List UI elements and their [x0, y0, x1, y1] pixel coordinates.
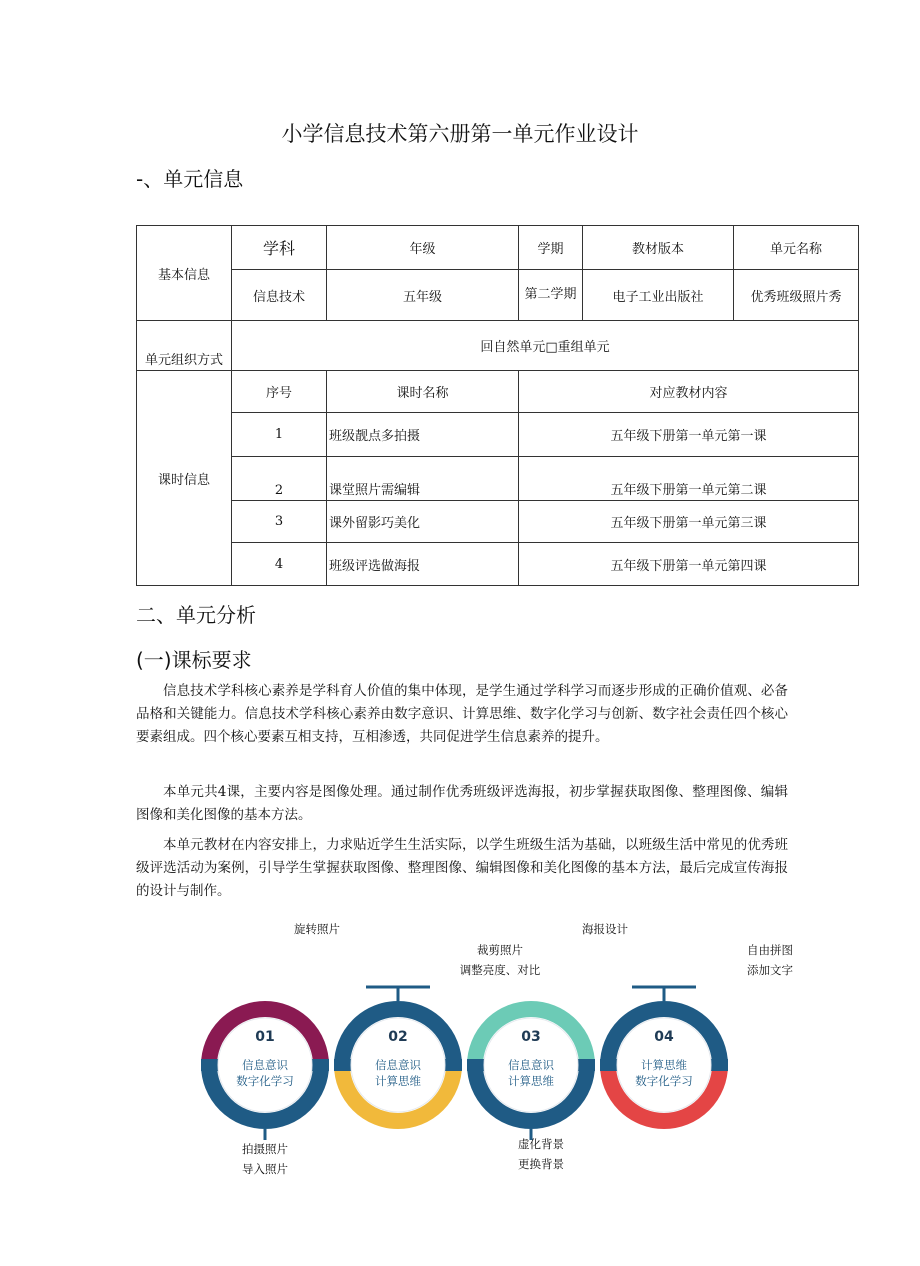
- paragraph-2: 本单元共4课，主要内容是图像处理。通过制作优秀班级评选海报，初步掌握获取图像、整理图像、编辑图像和美化图像的基本方法。: [136, 784, 788, 823]
- page-title: 小学信息技术第六册第一单元作业设计: [281, 122, 639, 146]
- value-term: 第二学期: [519, 270, 583, 321]
- label-crop: 裁剪照片: [477, 943, 523, 957]
- ring-line2: 数字化学习: [635, 1074, 693, 1088]
- value-subject: 信息技术: [232, 270, 327, 321]
- header-subject: 学科: [232, 226, 327, 270]
- label-blur: 虚化背景: [518, 1137, 564, 1151]
- org-value: 回自然单元□重组单元: [232, 321, 859, 371]
- paragraph-1: 信息技术学科核心素养是学科育人价值的集中体现，是学生通过学科学习而逐步形成的正确价值观、必备品格和关键能力。信息技术学科核心素养由数字意识、计算思维、数字化学习与创新、数字社会责任四个核心要素组成。四个核心要素互相支持，互相渗透，共同促进学生信息素养的提升。: [136, 683, 788, 745]
- value-unit-name: 优秀班级照片秀: [734, 270, 859, 321]
- ring-number: 03: [521, 1029, 541, 1045]
- unit-flow-diagram: [0, 970, 920, 1140]
- ring-number: 02: [388, 1029, 408, 1045]
- header-unit-name: 单元名称: [734, 226, 859, 270]
- ring-line2: 计算思维: [375, 1074, 421, 1088]
- lesson-header-no: 序号: [232, 371, 327, 413]
- value-textbook: 电子工业出版社: [583, 270, 734, 321]
- table-row: [137, 501, 859, 543]
- lesson-no: 4: [232, 543, 327, 586]
- ring-number: 04: [654, 1029, 674, 1045]
- label-collage: 自由拼图: [747, 943, 793, 957]
- value-grade: 五年级: [327, 270, 519, 321]
- lesson-content: 五年级下册第一单元第二课: [519, 457, 859, 501]
- lesson-info-label: 课时信息: [137, 371, 232, 586]
- section-heading-unit-analysis: 二、单元分析: [136, 603, 256, 627]
- lesson-content: 五年级下册第一单元第四课: [519, 543, 859, 586]
- paragraph-3: 本单元教材在内容安排上，力求贴近学生生活实际，以学生班级生活为基础，以班级生活中常见的优秀班级评选活动为案例，引导学生掌握获取图像、整理图像、编辑图像和美化图像的基本方法，最后完成宣传海报的设计与制作。: [136, 837, 788, 899]
- label-replace: 更换背景: [518, 1157, 564, 1171]
- lesson-name: 班级靓点多拍摄: [327, 413, 519, 457]
- lesson-header-content: 对应教材内容: [519, 371, 859, 413]
- lesson-name: 课堂照片需编辑: [327, 457, 519, 501]
- basic-info-label: 基本信息: [137, 226, 232, 321]
- ring-line2: 数字化学习: [236, 1074, 294, 1088]
- label-rotate: 旋转照片: [294, 922, 340, 936]
- label-brightness: 调整亮度、对比: [459, 963, 541, 977]
- section-heading-unit-info: -、单元信息: [136, 167, 244, 191]
- header-term: 学期: [519, 226, 583, 270]
- label-shoot: 拍摄照片: [242, 1142, 288, 1156]
- ring-line2: 计算思维: [508, 1074, 554, 1088]
- ring-number: 01: [255, 1029, 275, 1045]
- lesson-content: 五年级下册第一单元第一课: [519, 413, 859, 457]
- label-add-text: 添加文字: [747, 963, 793, 977]
- header-grade: 年级: [327, 226, 519, 270]
- header-textbook: 教材版本: [583, 226, 734, 270]
- table-row: [137, 457, 859, 501]
- label-import: 导入照片: [242, 1162, 288, 1176]
- table-row: [137, 543, 859, 586]
- ring-line1: 计算思维: [641, 1058, 687, 1072]
- diagram-rings: [201, 1009, 728, 1121]
- lesson-no: 1: [232, 413, 327, 457]
- lesson-name: 班级评选做海报: [327, 543, 519, 586]
- lesson-content: 五年级下册第一单元第三课: [519, 501, 859, 543]
- label-poster: 海报设计: [582, 922, 628, 936]
- lesson-name: 课外留影巧美化: [327, 501, 519, 543]
- subsection-heading-curriculum: (一)课标要求: [136, 648, 252, 672]
- table-row: [137, 413, 859, 457]
- ring-line1: 信息意识: [508, 1058, 554, 1072]
- lesson-header-name: 课时名称: [327, 371, 519, 413]
- ring-line1: 信息意识: [375, 1058, 421, 1072]
- org-label: 单元组织方式: [137, 321, 232, 371]
- ring-line1: 信息意识: [242, 1058, 288, 1072]
- lesson-no: 3: [232, 501, 327, 543]
- unit-info-table: [136, 225, 859, 586]
- lesson-no: 2: [232, 457, 327, 501]
